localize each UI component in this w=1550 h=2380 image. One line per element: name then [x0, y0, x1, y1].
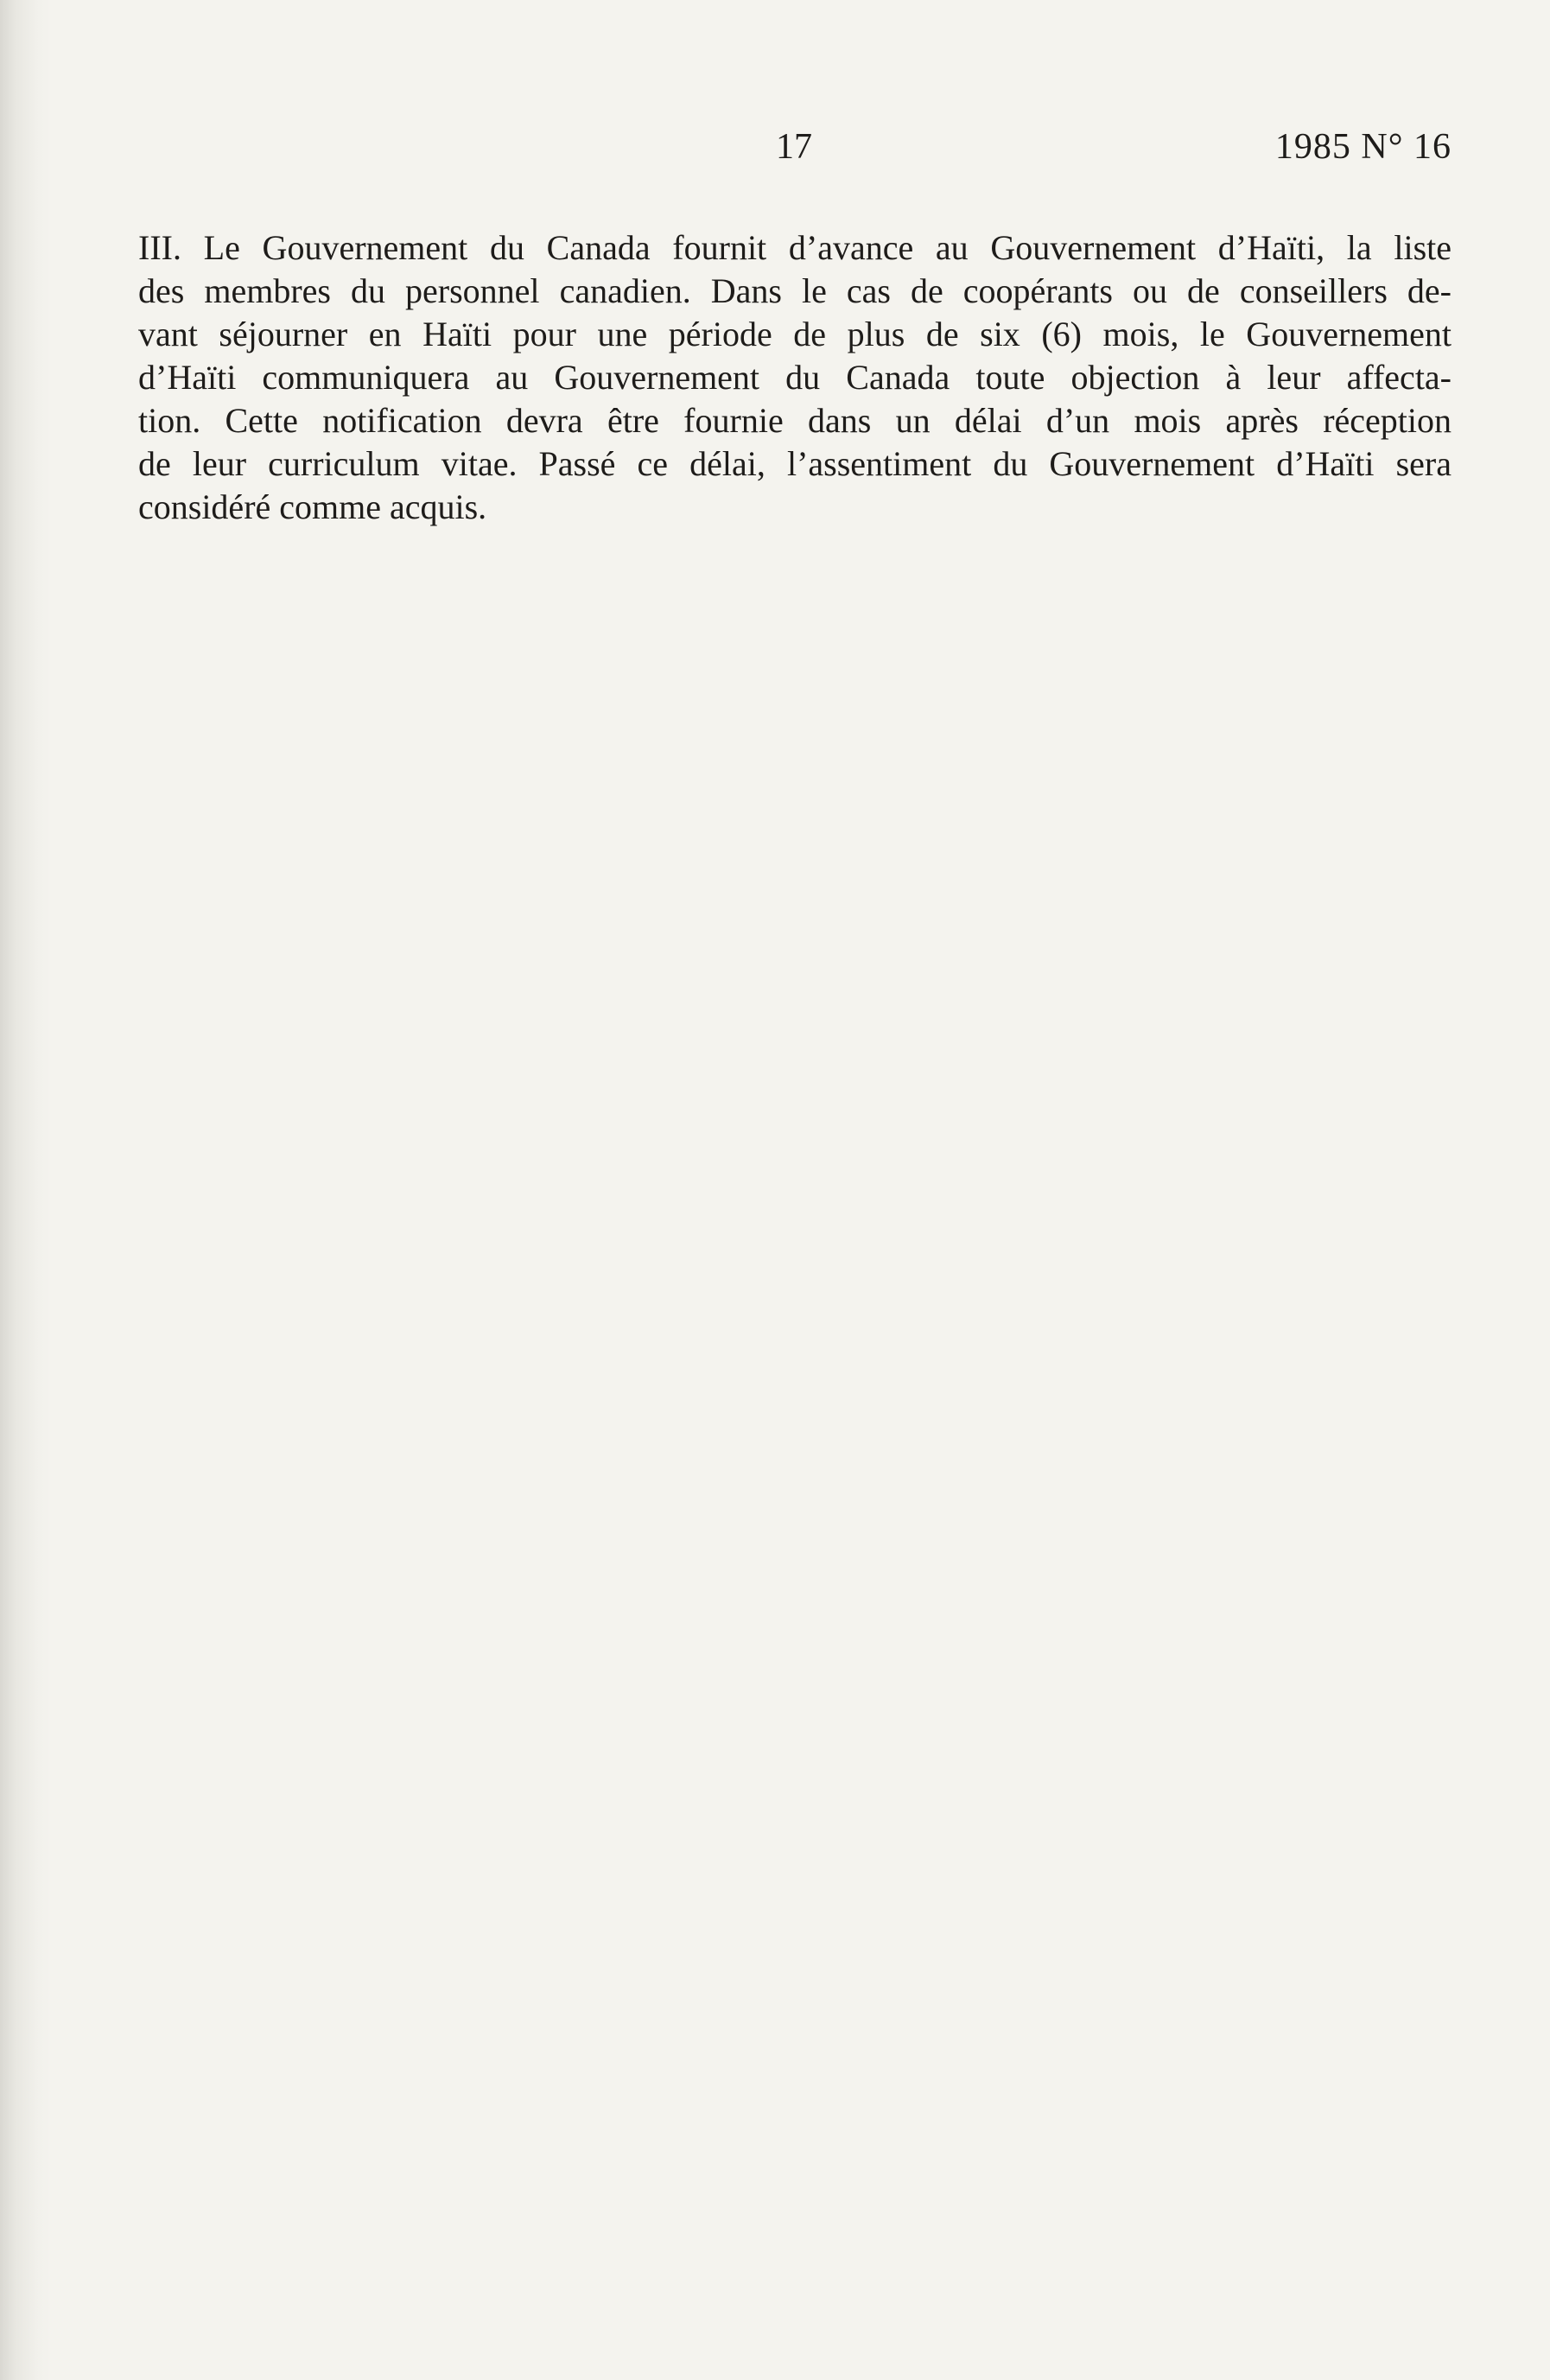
paragraph-line: tion. Cette notification devra être fournie dans un délai d’un mois après réception	[138, 401, 1452, 440]
paragraph-line: d’Haïti communiquera au Gouvernement du Canada toute objection à leur affecta-	[138, 358, 1452, 397]
paragraph-line: III. Le Gouvernement du Canada fournit d’avance au Gouvernement d’Haïti, la liste	[138, 228, 1452, 267]
paragraph-line: considéré comme acquis.	[138, 487, 487, 526]
paragraph-line: des membres du personnel canadien. Dans le cas de coopérants ou de conseillers de-	[138, 271, 1452, 310]
page-binding-shadow	[0, 0, 52, 2380]
article-iii-paragraph	[138, 226, 1452, 529]
paragraph-line: vant séjourner en Haïti pour une période de plus de six (6) mois, le Gouvernement	[138, 315, 1452, 353]
page-number: 17	[776, 127, 812, 167]
treaty-reference: 1985 N° 16	[1274, 127, 1452, 167]
page-header	[138, 121, 1452, 173]
paragraph-line: de leur curriculum vitae. Passé ce délai, l’assentiment du Gouvernement d’Haïti sera	[138, 444, 1452, 483]
